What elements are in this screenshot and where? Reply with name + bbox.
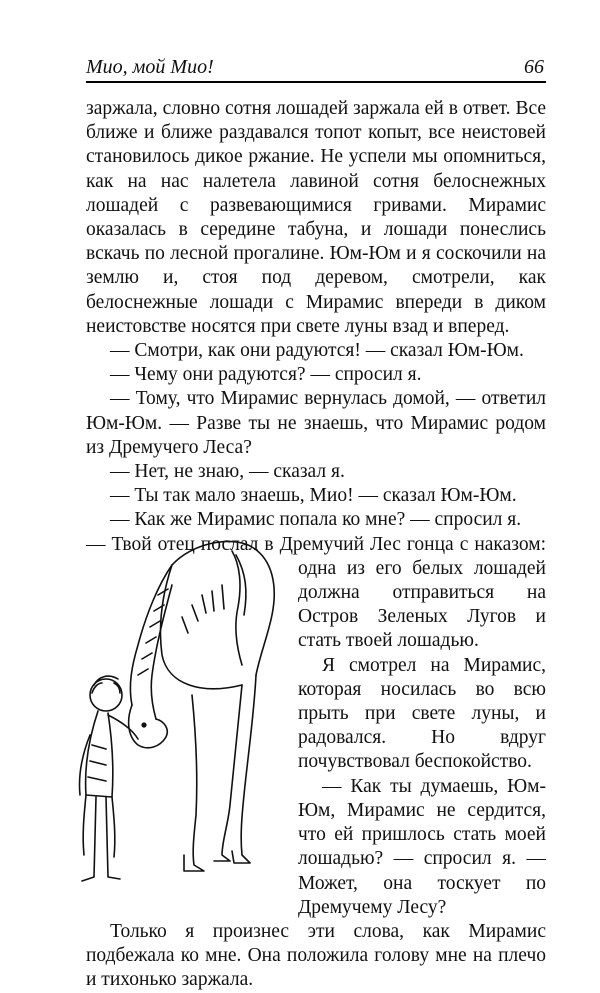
dialogue-line: — Как же Мирамис попала ко мне? — спросил я. <box>110 509 522 531</box>
header-rule <box>86 81 546 83</box>
paragraph: Я смотрел на Мирамис, которая носилась во всю прыть при свете луны, и радовался. Но вдруг почувствовал беспокойство. <box>298 654 546 773</box>
dialogue-line: — Тому, что Мирамис вернулась домой, — ответил Юм-Юм. — Разве ты не знаешь, что Мирамис родом из Дремучего Леса? <box>86 388 546 458</box>
book-title: Мио, мой Мио! <box>86 56 214 78</box>
dialogue-line: — Смотри, как они радуются! — сказал Юм-Юм. <box>110 340 524 362</box>
dialogue-line: — Нет, не знаю, — сказал я. <box>110 461 345 483</box>
page-number: 66 <box>524 56 544 78</box>
horse-and-boy-illustration <box>72 525 292 893</box>
paragraph: Только я произнес эти слова, как Мирамис подбежала ко мне. Она положила голову мне на плечо и тихонько заржала. <box>86 920 546 991</box>
paragraph: заржала, словно сотня лошадей заржала ей в ответ. Все ближе и ближе раздавался топот копыт, все неистовей становилось дикое ржание. Не успели мы опомниться, как на нас налетела лавиной сотня белоснежных лошадей с развевающимися гривами. Мирамис оказалась в середине табуна, и лошади понеслись вскачь по лесной прогалине. Юм-Юм и я соскочили на землю и, стоя под деревом, смотрели, как белоснежные лошади с Мирамис впереди в диком неистовстве носятся при свете луны взад и вперед. <box>86 98 546 337</box>
dialogue-line: — Ты так мало знаешь, Мио! — сказал Юм-Юм. <box>110 485 517 507</box>
dialogue-line: — Твой отец послал в Дремучий Лес гонца с наказом: одна из его белых лошадей должна отправиться на Остров Зеленых Лугов и стать твоей лошадью. <box>86 533 546 652</box>
dialogue-line: — Как ты думаешь, Юм-Юм, Мирамис не сердится, что ей пришлось стать моей лошадью? — спросил я. — Может, она тоскует по Дремучему Лесу? <box>298 775 546 918</box>
running-header <box>86 52 546 82</box>
dialogue-line: — Чему они радуются? — спросил я. <box>110 364 422 386</box>
